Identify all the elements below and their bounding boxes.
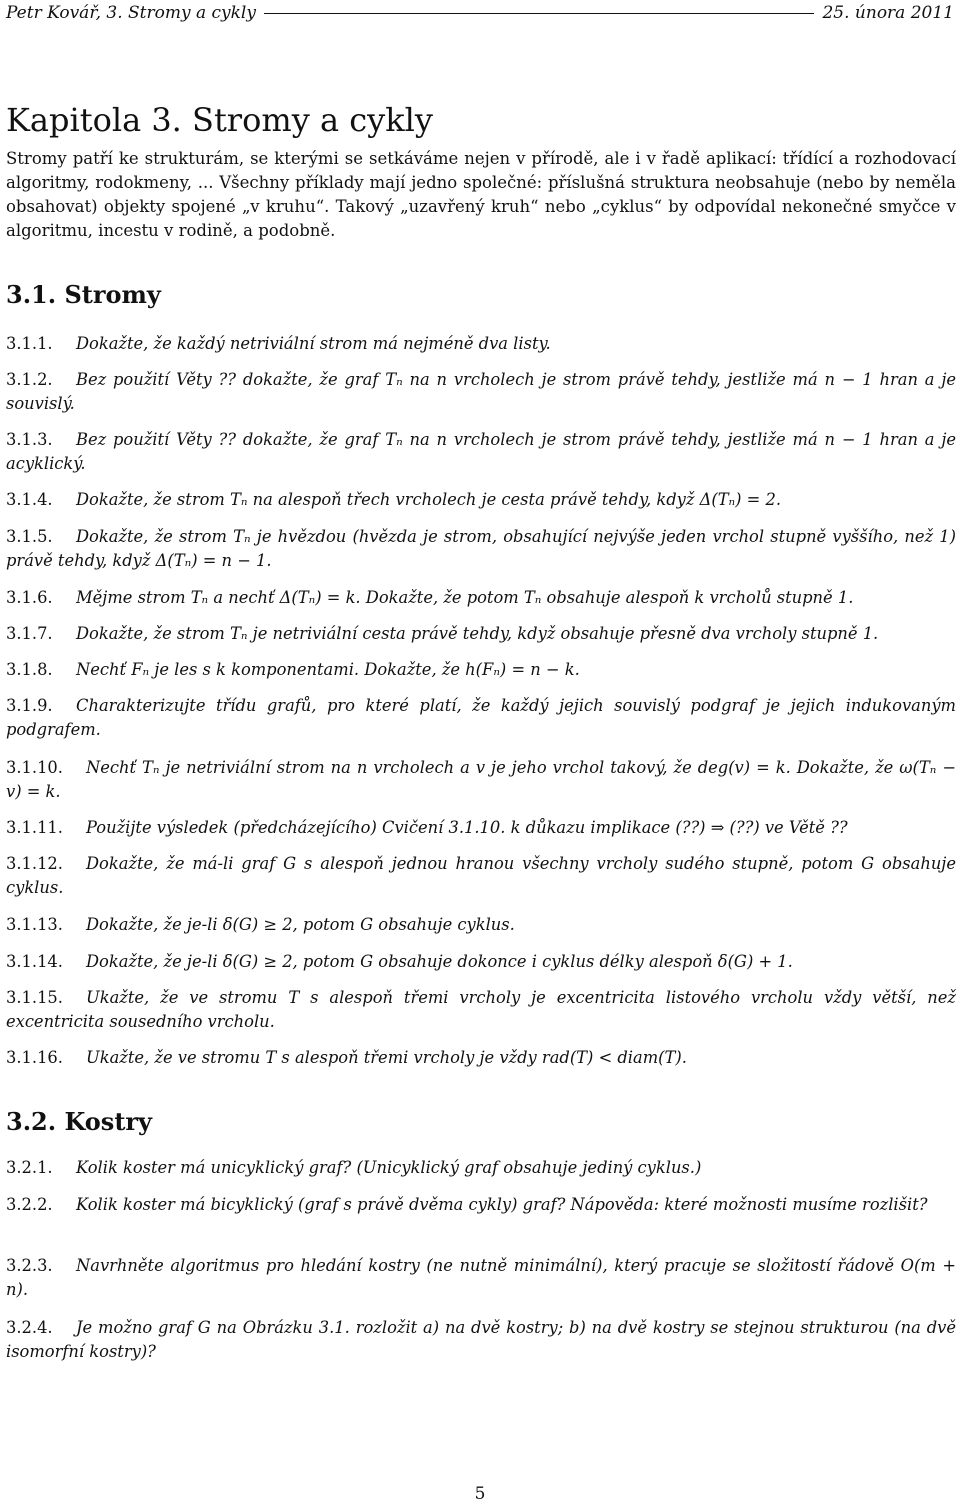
exercise-text: Nechť Tₙ je netriviální strom na n vrcholech a v je jeho vrchol takový, že deg(v) = k. Dokažte, že ω(Tₙ − v) = k. [6,758,956,801]
exercise-text: Dokažte, že je-li δ(G) ≥ 2, potom G obsahuje dokonce i cyklus délky alespoň δ(G) + 1. [86,952,793,971]
exercise [6,1156,956,1180]
exercise [6,1254,956,1302]
exercise [6,1193,956,1217]
exercise-text: Ukažte, že ve stromu T s alespoň třemi vrcholy je vždy rad(T) < diam(T). [86,1048,687,1067]
exercise-text: Dokažte, že strom Tₙ na alespoň třech vrcholech je cesta právě tehdy, když Δ(Tₙ) = 2. [76,490,782,509]
exercise-number: 3.1.11. [6,818,63,837]
exercise-text: Kolik koster má bicyklický (graf s právě dvěma cykly) graf? Nápověda: které možnosti musíme rozlišit? [76,1195,928,1214]
exercise-text: Ukažte, že ve stromu T s alespoň třemi vrcholy je excentricita listového vrcholu vždy větší, než excentricita sousedního vrcholu. [6,988,956,1031]
section-title-kostry: 3.2. Kostry [6,1107,152,1136]
exercise [6,1316,956,1364]
exercise [6,428,956,476]
exercise-text: Nechť Fₙ je les s k komponentami. Dokažte, že h(Fₙ) = n − k. [76,660,580,679]
exercise-number: 3.1.14. [6,952,63,971]
exercise-number: 3.1.1. [6,334,53,353]
exercise [6,816,956,840]
exercise [6,986,956,1034]
exercise-number: 3.2.3. [6,1256,53,1275]
page-number: 5 [474,1484,486,1504]
header-right: 25. února 2011 [822,3,954,23]
exercise-text: Je možno graf G na Obrázku 3.1. rozložit a) na dvě kostry; b) na dvě kostry se stejnou strukturou (na dvě isomorfní kostry)? [6,1318,956,1361]
exercise [6,756,956,804]
exercise-number: 3.1.3. [6,430,53,449]
exercise [6,950,956,974]
exercise-number: 3.1.12. [6,854,63,873]
exercise-number: 3.1.6. [6,588,53,607]
exercise [6,586,956,610]
exercise-text: Charakterizujte třídu grafů, pro které platí, že každý jejich souvislý podgraf je jejich indukovaným podgrafem. [6,696,956,739]
exercise [6,332,956,356]
exercise-text: Navrhněte algoritmus pro hledání kostry (ne nutně minimální), který pracuje se složitostí řádově O(m + n). [6,1256,956,1299]
exercise-text: Dokažte, že má-li graf G s alespoň jednou hranou všechny vrcholy sudého stupně, potom G obsahuje cyklus. [6,854,956,897]
exercise [6,913,956,937]
header-rule [264,13,815,14]
exercise-text: Dokažte, že je-li δ(G) ≥ 2, potom G obsahuje cyklus. [86,915,515,934]
exercise [6,1046,956,1070]
section-title-stromy: 3.1. Stromy [6,280,161,309]
exercise-text: Použijte výsledek (předcházejícího) Cvičení 3.1.10. k důkazu implikace (??) ⇒ (??) ve Větě ?? [86,818,848,837]
exercise-number: 3.1.8. [6,660,53,679]
exercise-number: 3.1.5. [6,527,53,546]
exercise-number: 3.1.10. [6,758,63,777]
exercise [6,852,956,900]
exercise [6,525,956,573]
exercise [6,694,956,742]
exercise-text: Mějme strom Tₙ a nechť Δ(Tₙ) = k. Dokažte, že potom Tₙ obsahuje alespoň k vrcholů stupně 1. [76,588,854,607]
exercise-number: 3.2.1. [6,1158,53,1177]
exercise-number: 3.1.4. [6,490,53,509]
exercise [6,658,956,682]
exercise [6,622,956,646]
exercise-text: Bez použití Věty ?? dokažte, že graf Tₙ na n vrcholech je strom právě tehdy, jestliže má n − 1 hran a je acyklický. [6,430,956,473]
exercise-number: 3.2.2. [6,1195,53,1214]
exercise-number: 3.2.4. [6,1318,53,1337]
exercise [6,488,956,512]
exercise-number: 3.1.2. [6,370,53,389]
exercise [6,368,956,416]
exercise-number: 3.1.13. [6,915,63,934]
exercise-number: 3.1.16. [6,1048,63,1067]
exercise-number: 3.1.7. [6,624,53,643]
exercise-text: Dokažte, že strom Tₙ je netriviální cesta právě tehdy, když obsahuje přesně dva vrcholy stupně 1. [76,624,879,643]
exercise-number: 3.1.9. [6,696,53,715]
chapter-title: Kapitola 3. Stromy a cykly [6,101,433,139]
exercise-text: Kolik koster má unicyklický graf? (Unicyklický graf obsahuje jediný cyklus.) [76,1158,702,1177]
exercise-number: 3.1.15. [6,988,63,1007]
running-header [6,0,954,26]
intro-paragraph: Stromy patří ke strukturám, se kterými se setkáváme nejen v přírodě, ale i v řadě aplikací: třídící a rozhodovací algoritmy, rodokmeny, ... Všechny příklady mají jedno společné: příslušná struktura neobsahuje (nebo by neměla obsahovat) objekty spojené „v kruhu“. Takový „uzavřený kruh“ nebo „cyklus“ by odpovídal nekonečné smyčce v algoritmu, incestu v rodině, a podobně. [6,149,956,240]
exercise-text: Dokažte, že každý netriviální strom má nejméně dva listy. [76,334,551,353]
exercise-text: Bez použití Věty ?? dokažte, že graf Tₙ na n vrcholech je strom právě tehdy, jestliže má n − 1 hran a je souvislý. [6,370,956,413]
exercise-text: Dokažte, že strom Tₙ je hvězdou (hvězda je strom, obsahující nejvýše jeden vrchol stupně vyššího, než 1) právě tehdy, když Δ(Tₙ) = n − 1. [6,527,956,570]
header-left: Petr Kovář, 3. Stromy a cykly [6,3,256,23]
